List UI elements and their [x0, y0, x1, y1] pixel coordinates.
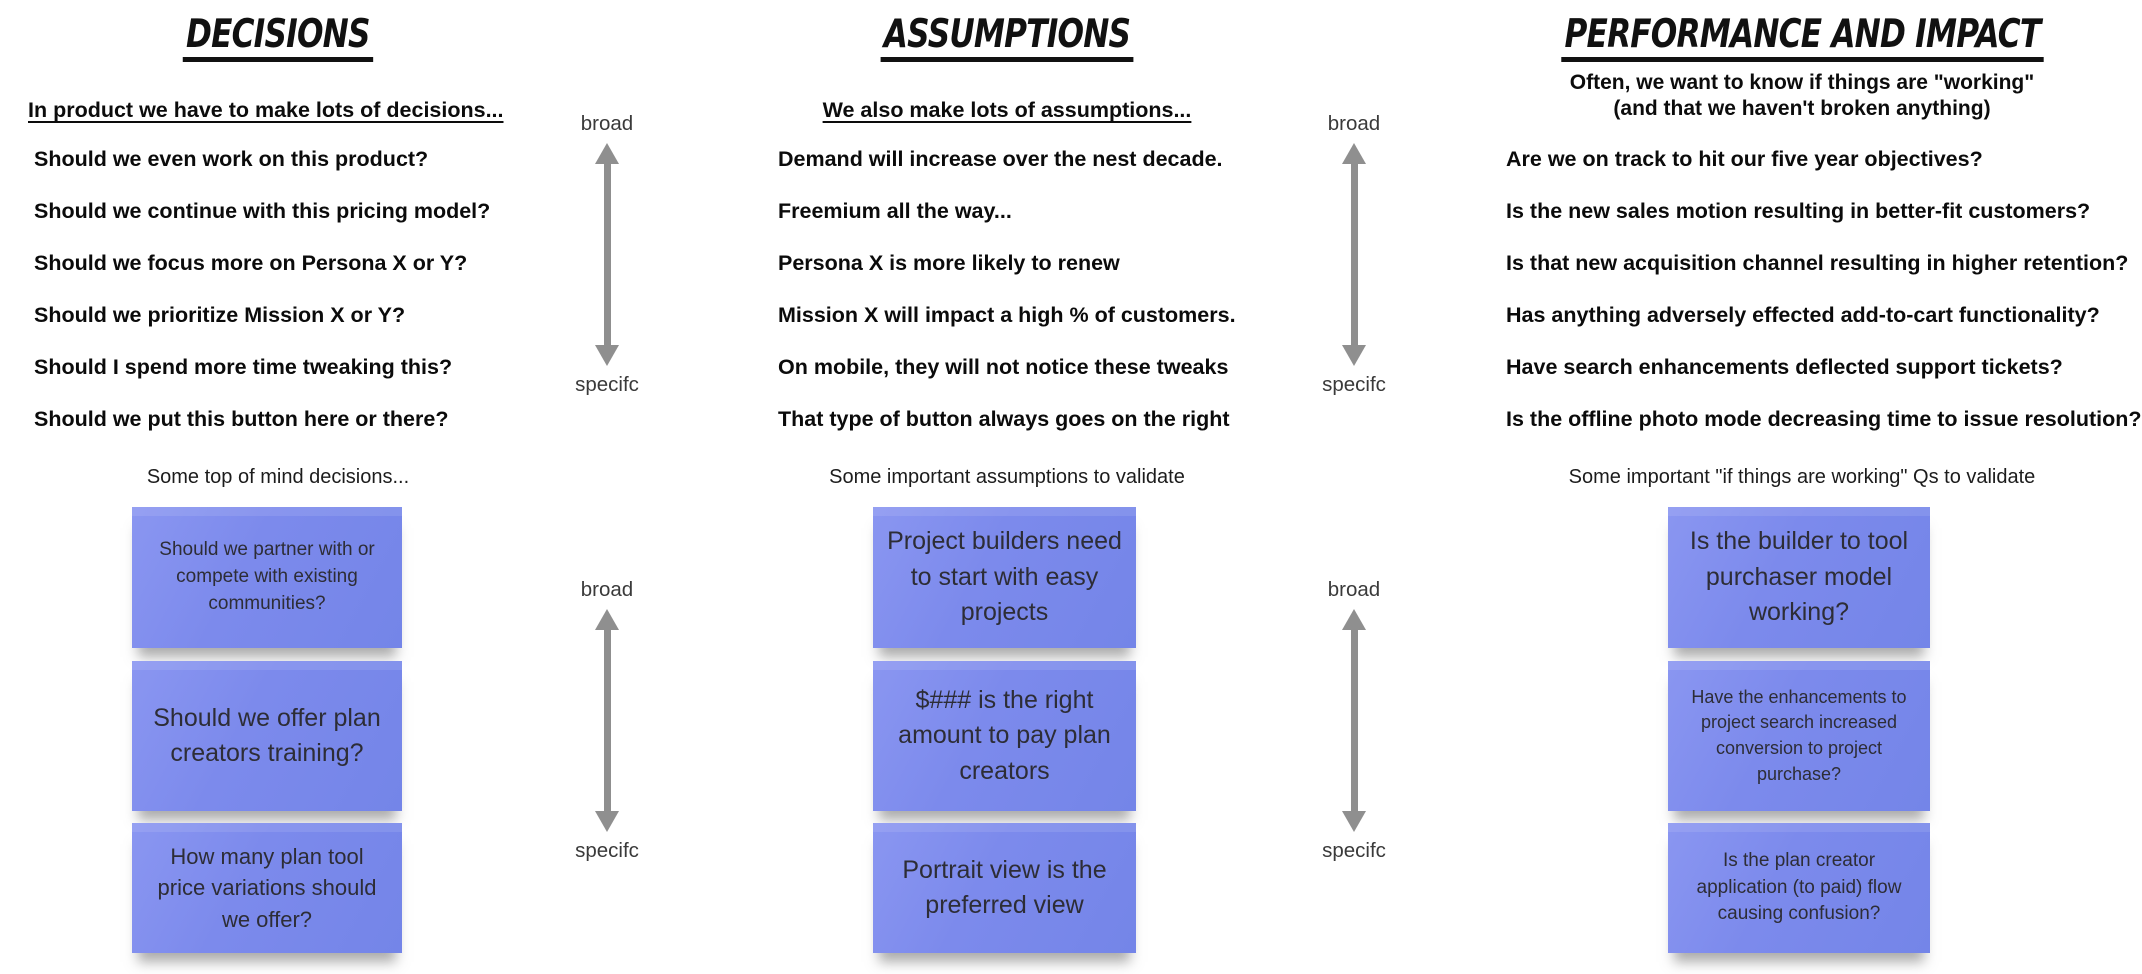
broad-specific-scale — [1299, 112, 1409, 397]
performance-subtitle-line-2: (and that we haven't broken anything) — [1613, 97, 1991, 120]
performance-item-2: Is the new sales motion resulting in better-fit customers? — [1506, 199, 2091, 223]
scale-label-broad: broad — [580, 578, 634, 601]
performance-subtitle-line-1: Often, we want to know if things are "working" — [1569, 71, 2035, 94]
broad-specific-scale — [552, 578, 662, 863]
performance-item-4: Has anything adversely effected add-to-cart functionality? — [1506, 303, 2100, 327]
scale-label-specific: specifc — [1322, 839, 1386, 862]
assumption-item-3: Persona X is more likely to renew — [778, 251, 1120, 275]
arrow-shaft — [604, 630, 611, 811]
column-title-assumptions: ASSUMPTIONS — [881, 14, 1134, 62]
assumption-item-2: Freemium all the way... — [778, 199, 1012, 223]
arrowhead-up-icon — [595, 609, 619, 630]
assumptions-intro-text: We also make lots of assumptions... — [822, 98, 1192, 122]
assumption-item-6: That type of button always goes on the right — [778, 407, 1230, 431]
double-arrow — [1299, 143, 1409, 366]
sticky-note[interactable]: Should we offer plan creators training? — [132, 661, 402, 811]
performance-item-6: Is the offline photo mode decreasing time to issue resolution? — [1506, 407, 2142, 431]
arrowhead-down-icon — [1342, 345, 1366, 366]
performance-item-1: Are we on track to hit our five year objectives? — [1506, 147, 1983, 171]
sticky-note[interactable]: Is the builder to tool purchaser model working? — [1668, 507, 1930, 648]
performance-item-3: Is that new acquisition channel resulting in higher retention? — [1506, 251, 2129, 275]
scale-label-specific: specifc — [575, 373, 639, 396]
performance-sticky-caption: Some important "if things are working" Qs to validate — [1568, 466, 2036, 488]
decisions-sticky-caption: Some top of mind decisions... — [146, 466, 410, 488]
scale-label-specific: specifc — [575, 839, 639, 862]
sticky-note[interactable]: Have the enhancements to project search increased conversion to project purchase? — [1668, 661, 1930, 811]
scale-label-broad: broad — [580, 112, 634, 135]
double-arrow — [552, 609, 662, 832]
sticky-note[interactable]: Portrait view is the preferred view — [873, 823, 1136, 953]
arrow-shaft — [1351, 164, 1358, 345]
assumptions-sticky-caption: Some important assumptions to validate — [829, 466, 1185, 488]
sticky-note[interactable]: Project builders need to start with easy projects — [873, 507, 1136, 648]
sticky-note[interactable]: $### is the right amount to pay plan creators — [873, 661, 1136, 811]
arrowhead-up-icon — [1342, 609, 1366, 630]
assumption-item-5: On mobile, they will not notice these tweaks — [778, 355, 1229, 379]
decision-item-4: Should we prioritize Mission X or Y? — [34, 303, 406, 327]
sticky-note[interactable]: How many plan tool price variations should we offer? — [132, 823, 402, 953]
broad-specific-scale — [1299, 578, 1409, 863]
arrowhead-up-icon — [595, 143, 619, 164]
decision-item-1: Should we even work on this product? — [34, 147, 429, 171]
column-title-performance: PERFORMANCE AND IMPACT — [1561, 14, 2043, 62]
column-assumptions — [762, 0, 1252, 974]
assumption-item-4: Mission X will impact a high % of customers. — [778, 303, 1236, 327]
arrow-shaft — [604, 164, 611, 345]
decisions-intro-text: In product we have to make lots of decisions... — [28, 98, 504, 122]
assumption-item-1: Demand will increase over the nest decade. — [778, 147, 1223, 171]
arrowhead-up-icon — [1342, 143, 1366, 164]
sticky-note[interactable]: Is the plan creator application (to paid) flow causing confusion? — [1668, 823, 1930, 953]
scale-label-broad: broad — [1327, 578, 1381, 601]
double-arrow — [1299, 609, 1409, 832]
column-performance-impact — [1496, 0, 2142, 974]
decision-item-6: Should we put this button here or there? — [34, 407, 449, 431]
arrowhead-down-icon — [595, 811, 619, 832]
decision-item-5: Should I spend more time tweaking this? — [34, 355, 453, 379]
arrow-shaft — [1351, 630, 1358, 811]
scale-label-specific: specifc — [1322, 373, 1386, 396]
column-title-row — [1496, 14, 2108, 62]
column-title-row — [762, 14, 1252, 62]
double-arrow — [552, 143, 662, 366]
decision-item-2: Should we continue with this pricing model? — [34, 199, 491, 223]
scale-label-broad: broad — [1327, 112, 1381, 135]
arrowhead-down-icon — [595, 345, 619, 366]
sticky-note[interactable]: Should we partner with or compete with existing communities? — [132, 507, 402, 648]
column-title-row — [28, 14, 528, 62]
arrowhead-down-icon — [1342, 811, 1366, 832]
decision-item-3: Should we focus more on Persona X or Y? — [34, 251, 468, 275]
performance-item-5: Have search enhancements deflected support tickets? — [1506, 355, 2063, 379]
performance-subtitle — [1496, 70, 2108, 122]
column-decisions — [28, 0, 528, 974]
broad-specific-scale — [552, 112, 662, 397]
column-title-decisions: DECISIONS — [183, 14, 373, 62]
